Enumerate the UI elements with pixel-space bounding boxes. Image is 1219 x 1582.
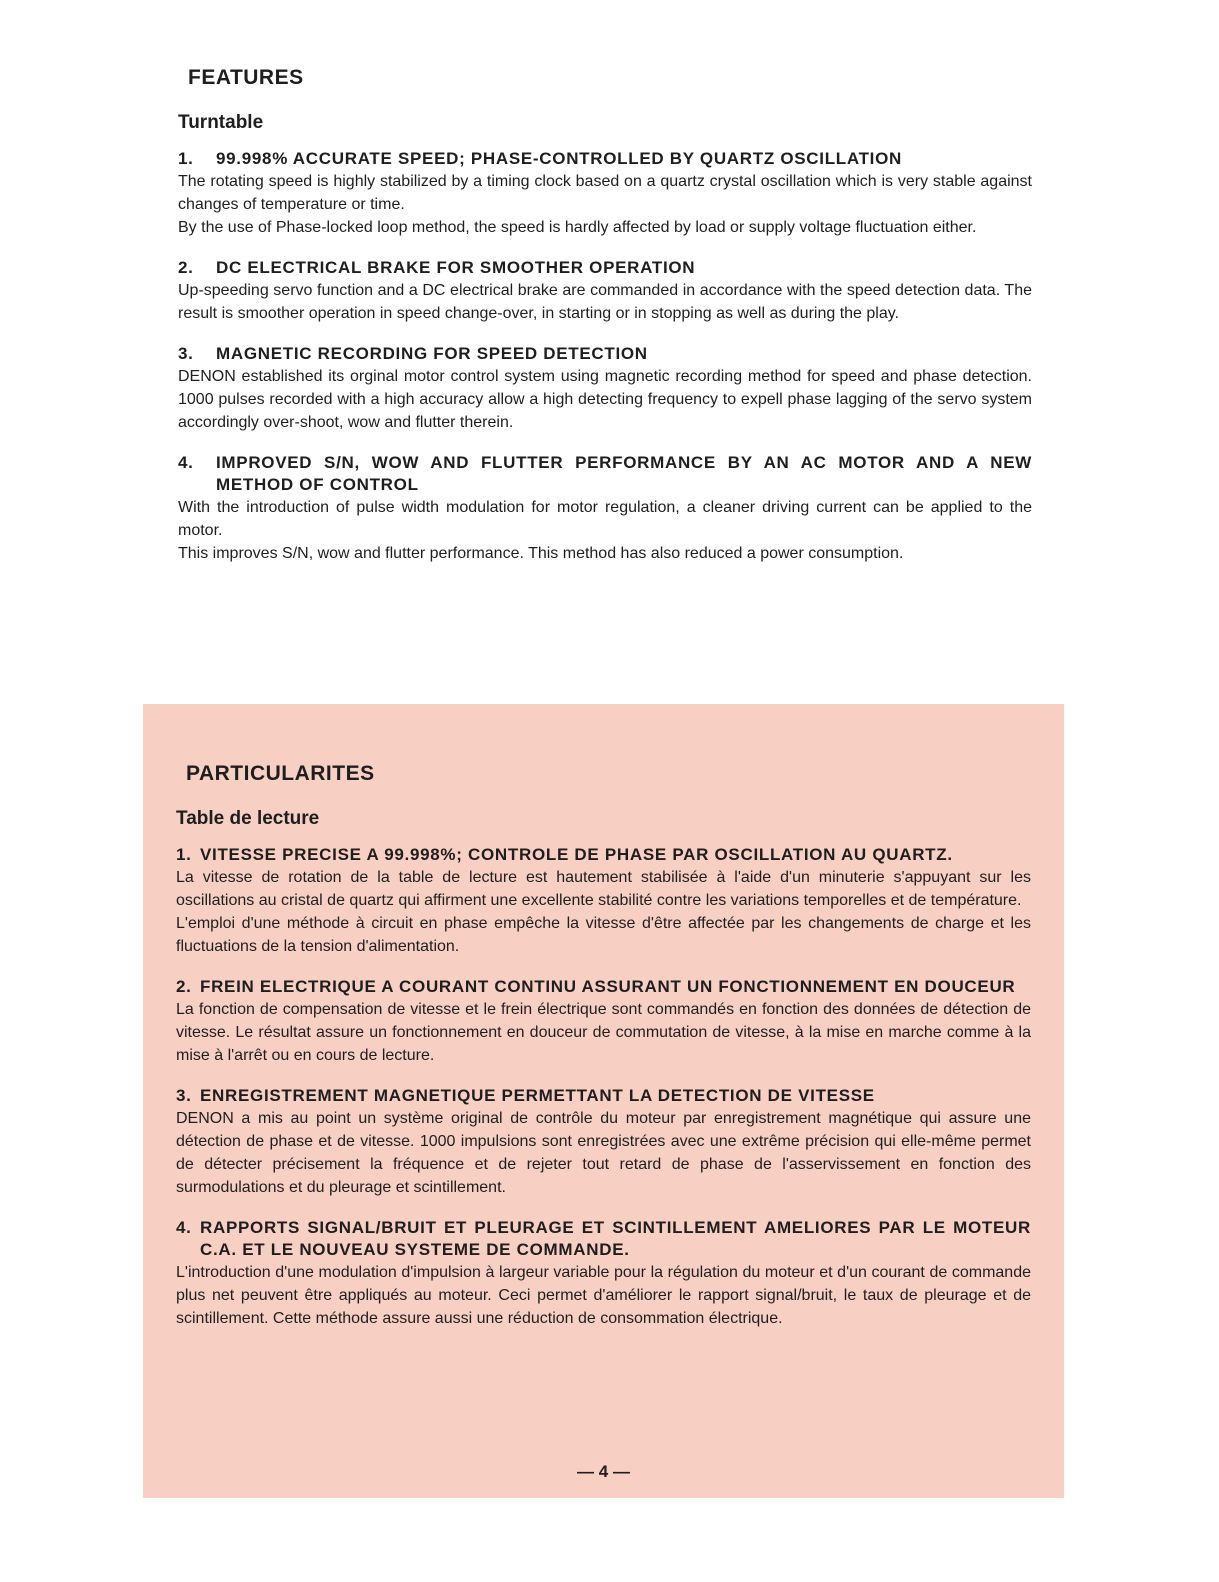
feature-item-title-text: IMPROVED S/N, WOW AND FLUTTER PERFORMANCE BY AN AC MOTOR AND A NEW METHOD OF CONTROL xyxy=(216,453,1032,494)
particularite-item-2 xyxy=(176,976,1031,1067)
feature-item-paragraph: With the introduction of pulse width modulation for motor regulation, a cleaner driving current can be applied to the motor. xyxy=(178,499,1032,539)
feature-item-title xyxy=(178,257,1032,279)
feature-item-number: 1. xyxy=(178,149,194,168)
particularites-panel xyxy=(143,704,1064,1498)
feature-item-title xyxy=(178,452,1032,496)
particularite-item-3 xyxy=(176,1085,1031,1199)
feature-item-title-text: MAGNETIC RECORDING FOR SPEED DETECTION xyxy=(216,344,648,363)
turntable-subheading: Turntable xyxy=(178,112,264,133)
feature-item-title-text: 99.998% ACCURATE SPEED; PHASE-CONTROLLED BY QUARTZ OSCILLATION xyxy=(216,149,902,168)
particularite-item-title-text: RAPPORTS SIGNAL/BRUIT ET PLEURAGE ET SCINTILLEMENT AMELIORES PAR LE MOTEUR C.A. ET LE NOUVEAU SYSTEME DE COMMANDE. xyxy=(200,1218,1031,1259)
feature-item-paragraph: This improves S/N, wow and flutter performance. This method has also reduced a power consumption. xyxy=(178,545,904,562)
particularite-item-number: 2. xyxy=(176,977,192,996)
feature-item-1 xyxy=(178,148,1032,239)
feature-item-2 xyxy=(178,257,1032,325)
particularite-item-title xyxy=(176,1085,1031,1107)
particularite-item-paragraph: La fonction de compensation de vitesse et le frein électrique sont commandés en fonction des données de détection de vitesse. Le résultat assure un fonctionnement en douceur de commutation de vitesse, à la mise en marche comme à la mise à l'arrêt ou en cours de lecture. xyxy=(176,1001,1031,1064)
particularite-item-title-text: ENREGISTREMENT MAGNETIQUE PERMETTANT LA DETECTION DE VITESSE xyxy=(200,1086,875,1105)
features-heading: FEATURES xyxy=(188,66,304,89)
particularites-content xyxy=(176,762,1031,1348)
particularite-item-number: 1. xyxy=(176,845,192,864)
feature-item-title-text: DC ELECTRICAL BRAKE FOR SMOOTHER OPERATION xyxy=(216,258,696,277)
feature-item-4 xyxy=(178,452,1032,565)
feature-item-number: 3. xyxy=(178,344,194,363)
feature-item-paragraph: DENON established its orginal motor control system using magnetic recording method for speed and phase detection. 1000 pulses recorded with a high accuracy allow a high detecting frequency to expell phase lagging of the servo system accordingly over-shoot, wow and flutter therein. xyxy=(178,368,1032,431)
particularite-item-number: 3. xyxy=(176,1086,192,1105)
particularite-item-title-text: FREIN ELECTRIQUE A COURANT CONTINU ASSURANT UN FONCTIONNEMENT EN DOUCEUR xyxy=(200,977,1016,996)
feature-item-3 xyxy=(178,343,1032,434)
features-section xyxy=(178,66,1032,583)
particularite-item-title xyxy=(176,844,1031,866)
particularite-item-paragraph: La vitesse de rotation de la table de lecture est hautement stabilisée à l'aide d'un minuterie s'appuyant sur les oscillations au cristal de quartz qui affirment une excellente stabilité contre les variations temporelles et de température. xyxy=(176,869,1031,909)
feature-item-paragraph: Up-speeding servo function and a DC electrical brake are commanded in accordance with the speed detection data. The result is smoother operation in speed change-over, in starting or in stopping as well as during the play. xyxy=(178,282,1032,322)
particularite-item-title xyxy=(176,976,1031,998)
particularite-item-title-text: VITESSE PRECISE A 99.998%; CONTROLE DE PHASE PAR OSCILLATION AU QUARTZ. xyxy=(200,845,953,864)
feature-item-paragraph: By the use of Phase-locked loop method, the speed is hardly affected by load or supply voltage fluctuation either. xyxy=(178,219,977,236)
page-number: — 4 — xyxy=(577,1462,630,1481)
particularite-item-paragraph: DENON a mis au point un système original de contrôle du moteur par enregistrement magnétique qui assure une détection de phase et de vitesse. 1000 impulsions sont enregistrées avec une extrême précision qui elle-même permet de détecter précisement la fréquence et de rejeter tout retard de phase de l'asservissement en fonction des surmodulations et du pleurage et scintillement. xyxy=(176,1110,1031,1196)
feature-item-title xyxy=(178,148,1032,170)
table-de-lecture-subheading: Table de lecture xyxy=(176,808,320,829)
particularite-item-1 xyxy=(176,844,1031,958)
particularite-item-4 xyxy=(176,1217,1031,1330)
particularite-item-number: 4. xyxy=(176,1218,192,1237)
feature-item-paragraph: The rotating speed is highly stabilized by a timing clock based on a quartz crystal oscillation which is very stable against changes of temperature or time. xyxy=(178,173,1032,213)
feature-item-number: 2. xyxy=(178,258,194,277)
particularites-heading: PARTICULARITES xyxy=(186,762,375,785)
particularite-item-paragraph: L'emploi d'une méthode à circuit en phase empêche la vitesse d'être affectée par les changements de charge et les fluctuations de la tension d'alimentation. xyxy=(176,915,1031,955)
particularite-item-paragraph: L'introduction d'une modulation d'impulsion à largeur variable pour la régulation du moteur et d'un courant de commande plus net peuvent être appliqués au moteur. Ceci permet d'améliorer le rapport signal/bruit, le taux de pleurage et de scintillement. Cette méthode assure aussi une réduction de consommation électrique. xyxy=(176,1264,1031,1327)
feature-item-title xyxy=(178,343,1032,365)
feature-item-number: 4. xyxy=(178,453,194,472)
particularite-item-title xyxy=(176,1217,1031,1261)
